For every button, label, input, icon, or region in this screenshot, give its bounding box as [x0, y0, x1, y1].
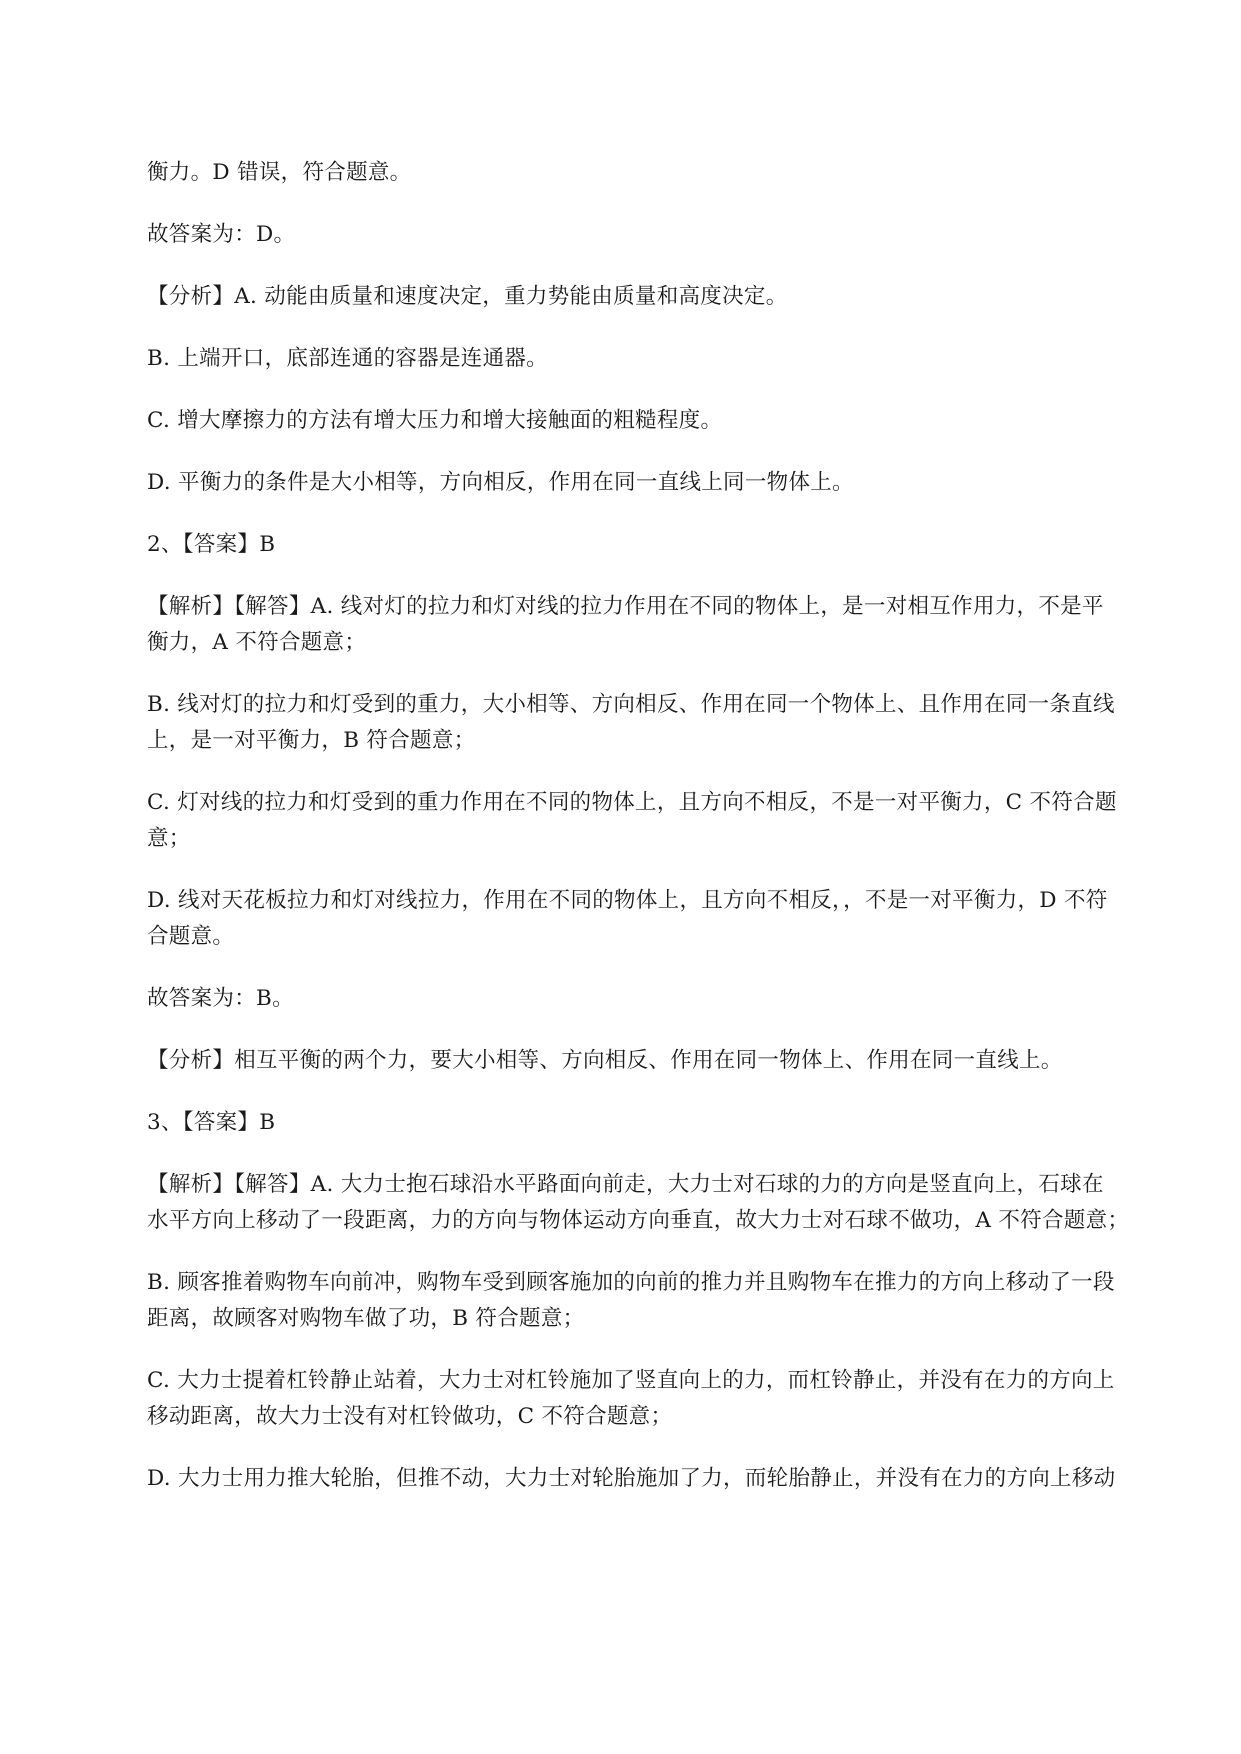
paragraph [147, 1265, 1147, 1337]
text-line: D. 线对天花板拉力和灯对线拉力，作用在不同的物体上，且方向不相反，，不是一对平衡力，D 不符 [147, 888, 1108, 913]
text-line: B. 上端开口，底部连通的容器是连通器。 [147, 346, 548, 371]
paragraph [147, 785, 1147, 857]
text-line: C. 大力士提着杠铃静止站着，大力士对杠铃施加了竖直向上的力，而杠铃静止，并没有在力的方向上 [147, 1368, 1115, 1393]
paragraph [147, 217, 1147, 253]
text-line: D. 大力士用力推大轮胎，但推不动，大力士对轮胎施加了力，而轮胎静止，并没有在力的方向上移动 [147, 1466, 1116, 1491]
text-line: 故答案为：B。 [147, 986, 294, 1011]
text-line: 【分析】A. 动能由质量和速度决定，重力势能由质量和高度决定。 [147, 284, 788, 309]
text-line: 移动距离，故大力士没有对杠铃做功，C 不符合题意； [147, 1404, 673, 1429]
text-line: B. 线对灯的拉力和灯受到的重力，大小相等、方向相反、作用在同一个物体上、且作用在同一条直线 [147, 692, 1115, 717]
text-line: 上，是一对平衡力，B 符合题意； [147, 728, 476, 753]
text-line: B. 顾客推着购物车向前冲，购物车受到顾客施加的向前的推力并且购物车在推力的方向上移动了一段 [147, 1270, 1115, 1295]
paragraph [147, 341, 1147, 377]
text-line: 衡力，A 不符合题意； [147, 630, 367, 655]
paragraph [147, 155, 1147, 191]
document-body [147, 155, 1147, 1523]
paragraph [147, 1167, 1147, 1239]
text-line: 衡力。D 错误，符合题意。 [147, 160, 412, 185]
answer-heading [147, 1105, 1147, 1141]
text-line: 合题意。 [147, 924, 235, 949]
paragraph [147, 589, 1147, 661]
paragraph [147, 465, 1147, 501]
paragraph [147, 1363, 1147, 1435]
text-line: 【解析】【解答】A. 线对灯的拉力和灯对线的拉力作用在不同的物体上，是一对相互作用力，不是平 [147, 594, 1104, 619]
paragraph [147, 883, 1147, 955]
paragraph [147, 1043, 1147, 1079]
text-line: 距离，故顾客对购物车做了功，B 符合题意； [147, 1306, 585, 1331]
paragraph [147, 687, 1147, 759]
paragraph [147, 279, 1147, 315]
text-line: 3、【答案】B [147, 1110, 276, 1135]
paragraph [147, 981, 1147, 1017]
text-line: 意； [147, 826, 191, 851]
text-line: D. 平衡力的条件是大小相等，方向相反，作用在同一直线上同一物体上。 [147, 470, 854, 495]
text-line: 【分析】相互平衡的两个力，要大小相等、方向相反、作用在同一物体上、作用在同一直线上。 [147, 1048, 1063, 1073]
paragraph [147, 1461, 1147, 1497]
paragraph [147, 403, 1147, 439]
answer-heading [147, 527, 1147, 563]
text-line: 2、【答案】B [147, 532, 276, 557]
text-line: C. 增大摩擦力的方法有增大压力和增大接触面的粗糙程度。 [147, 408, 723, 433]
text-line: C. 灯对线的拉力和灯受到的重力作用在不同的物体上，且方向不相反，不是一对平衡力，C 不符合题 [147, 790, 1117, 815]
text-line: 故答案为：D。 [147, 222, 296, 247]
text-line: 【解析】【解答】A. 大力士抱石球沿水平路面向前走，大力士对石球的力的方向是竖直向上，石球在 [147, 1172, 1104, 1197]
text-line: 水平方向上移动了一段距离，力的方向与物体运动方向垂直，故大力士对石球不做功，A 不符合题意； [147, 1208, 1130, 1233]
